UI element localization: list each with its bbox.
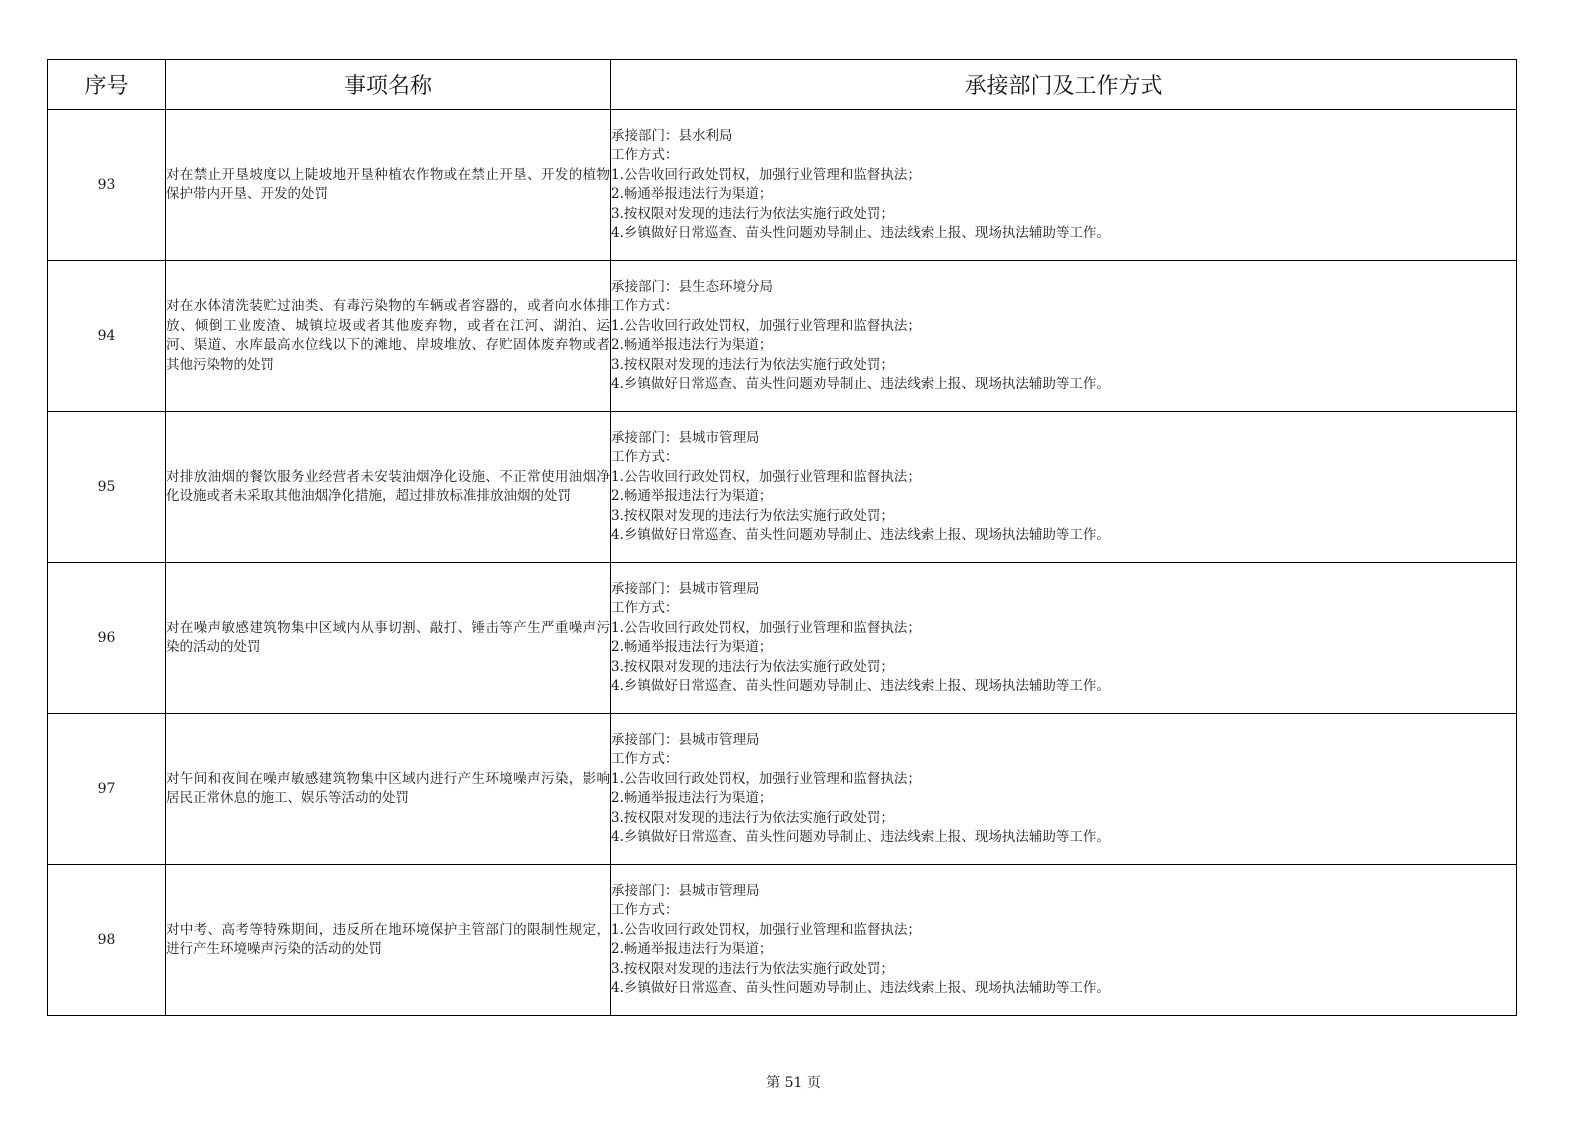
header-method: 承接部门及工作方式 (611, 60, 1517, 110)
dept-and-method (611, 110, 1517, 261)
table-row (48, 563, 1517, 714)
method-step: 4.乡镇做好日常巡查、苗头性问题劝导制止、违法线索上报、现场执法辅助等工作。 (611, 678, 1110, 694)
method-step: 2.畅通举报违法行为渠道； (611, 488, 773, 504)
method-step: 3.按权限对发现的违法行为依法实施行政处罚； (611, 658, 894, 675)
items-table (47, 59, 1517, 1016)
method-step: 3.按权限对发现的违法行为依法实施行政处罚； (611, 960, 894, 977)
dept-and-method (611, 563, 1517, 714)
method-step: 4.乡镇做好日常巡查、苗头性问题劝导制止、违法线索上报、现场执法辅助等工作。 (611, 980, 1110, 996)
dept-and-method (611, 412, 1517, 563)
item-name: 对在禁止开垦坡度以上陡坡地开垦种植农作物或在禁止开垦、开发的植物保护带内开垦、开发的处罚 (166, 110, 611, 261)
method-step: 2.畅通举报违法行为渠道； (611, 639, 773, 655)
mode-label: 工作方式： (611, 600, 679, 616)
item-name: 对午间和夜间在噪声敏感建筑物集中区域内进行产生环境噪声污染，影响居民正常休息的施工、娱乐等活动的处罚 (166, 714, 611, 865)
method-step: 2.畅通举报违法行为渠道； (611, 186, 773, 202)
method-step: 4.乡镇做好日常巡查、苗头性问题劝导制止、违法线索上报、现场执法辅助等工作。 (611, 527, 1110, 543)
dept-line: 承接部门：县城市管理局 (611, 429, 760, 446)
method-step: 1.公告收回行政处罚权，加强行业管理和监督执法； (611, 619, 921, 636)
table-row (48, 714, 1517, 865)
method-step: 3.按权限对发现的违法行为依法实施行政处罚； (611, 809, 894, 826)
mode-label: 工作方式： (611, 751, 679, 767)
table-row (48, 110, 1517, 261)
method-step: 3.按权限对发现的违法行为依法实施行政处罚； (611, 356, 894, 373)
dept-and-method (611, 261, 1517, 412)
method-step: 4.乡镇做好日常巡查、苗头性问题劝导制止、违法线索上报、现场执法辅助等工作。 (611, 376, 1110, 392)
page-number: 第 51 页 (766, 1075, 821, 1091)
row-number: 93 (48, 110, 166, 261)
method-step: 3.按权限对发现的违法行为依法实施行政处罚； (611, 507, 894, 524)
table-row (48, 412, 1517, 563)
mode-label: 工作方式： (611, 147, 679, 163)
dept-line: 承接部门：县城市管理局 (611, 731, 760, 748)
header-name: 事项名称 (166, 60, 611, 110)
method-step: 3.按权限对发现的违法行为依法实施行政处罚； (611, 205, 894, 222)
row-number: 98 (48, 865, 166, 1016)
method-step: 4.乡镇做好日常巡查、苗头性问题劝导制止、违法线索上报、现场执法辅助等工作。 (611, 829, 1110, 845)
row-number: 96 (48, 563, 166, 714)
dept-and-method (611, 714, 1517, 865)
header-row (48, 60, 1517, 110)
dept-line: 承接部门：县水利局 (611, 127, 733, 144)
mode-label: 工作方式： (611, 298, 679, 314)
table-row (48, 865, 1517, 1016)
method-step: 4.乡镇做好日常巡查、苗头性问题劝导制止、违法线索上报、现场执法辅助等工作。 (611, 225, 1110, 241)
item-name: 对排放油烟的餐饮服务业经营者未安装油烟净化设施、不正常使用油烟净化设施或者未采取其他油烟净化措施，超过排放标准排放油烟的处罚 (166, 412, 611, 563)
item-name: 对中考、高考等特殊期间，违反所在地环境保护主管部门的限制性规定，进行产生环境噪声污染的活动的处罚 (166, 865, 611, 1016)
method-step: 1.公告收回行政处罚权，加强行业管理和监督执法； (611, 166, 921, 183)
dept-and-method (611, 865, 1517, 1016)
row-number: 97 (48, 714, 166, 865)
mode-label: 工作方式： (611, 902, 679, 918)
item-name: 对在水体清洗装贮过油类、有毒污染物的车辆或者容器的，或者向水体排放、倾倒工业废渣、城镇垃圾或者其他废弃物，或者在江河、湖泊、运河、渠道、水库最高水位线以下的滩地、岸坡堆放、存贮固体废弃物或者其他污染物的处罚 (166, 261, 611, 412)
item-name: 对在噪声敏感建筑物集中区域内从事切割、敲打、锤击等产生严重噪声污染的活动的处罚 (166, 563, 611, 714)
row-number: 94 (48, 261, 166, 412)
mode-label: 工作方式： (611, 449, 679, 465)
method-step: 1.公告收回行政处罚权，加强行业管理和监督执法； (611, 770, 921, 787)
dept-line: 承接部门：县城市管理局 (611, 882, 760, 899)
header-num: 序号 (48, 60, 166, 110)
method-step: 2.畅通举报违法行为渠道； (611, 790, 773, 806)
method-step: 1.公告收回行政处罚权，加强行业管理和监督执法； (611, 317, 921, 334)
table-row (48, 261, 1517, 412)
dept-line: 承接部门：县生态环境分局 (611, 278, 773, 295)
method-step: 1.公告收回行政处罚权，加强行业管理和监督执法； (611, 468, 921, 485)
method-step: 2.畅通举报违法行为渠道； (611, 941, 773, 957)
dept-line: 承接部门：县城市管理局 (611, 580, 760, 597)
method-step: 1.公告收回行政处罚权，加强行业管理和监督执法； (611, 921, 921, 938)
table-body (48, 110, 1517, 1016)
row-number: 95 (48, 412, 166, 563)
method-step: 2.畅通举报违法行为渠道； (611, 337, 773, 353)
